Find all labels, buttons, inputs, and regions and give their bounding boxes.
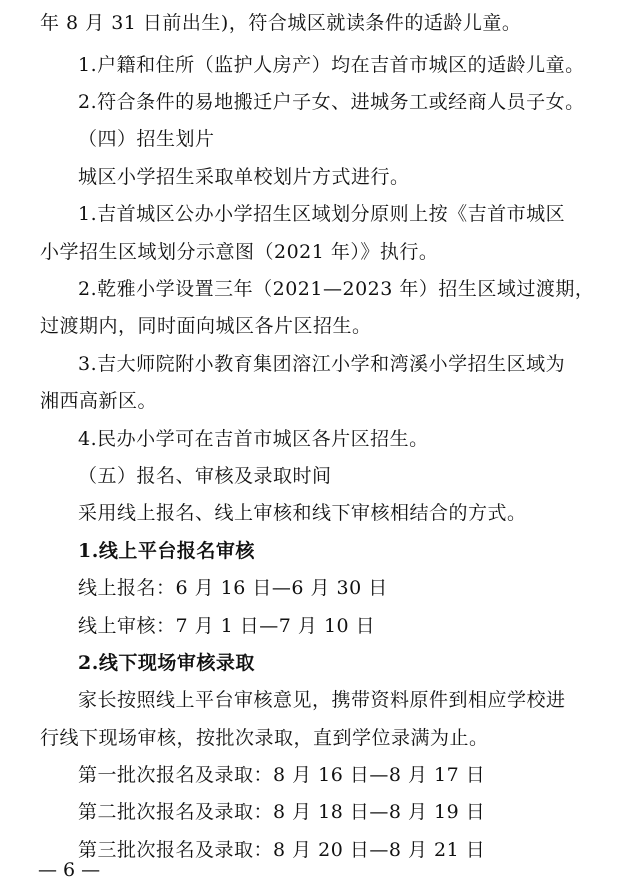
text-line: 线上报名：6 月 16 日—6 月 30 日 bbox=[78, 577, 388, 599]
text-line: 3.吉大师院附小教育集团溶江小学和湾溪小学招生区域为 bbox=[78, 353, 566, 375]
page-number: — 6 — bbox=[38, 859, 101, 881]
text-line: 行线下现场审核，按批次录取，直到学位录满为止。 bbox=[40, 727, 489, 749]
text-line: 1.吉首城区公办小学招生区域划分原则上按《吉首市城区 bbox=[78, 203, 566, 225]
text-line: 2.符合条件的易地搬迁户子女、进城务工或经商人员子女。 bbox=[78, 91, 585, 113]
text-line: 小学招生区域划分示意图（2021 年）》执行。 bbox=[40, 241, 439, 263]
section-heading: （五）报名、审核及录取时间 bbox=[78, 465, 332, 487]
text-line: 家长按照线上平台审核意见，携带资料原件到相应学校进 bbox=[78, 689, 566, 711]
subsection-heading: 1.线上平台报名审核 bbox=[78, 540, 255, 562]
subsection-heading: 2.线下现场审核录取 bbox=[78, 652, 255, 674]
text-line: 湘西高新区。 bbox=[40, 390, 158, 412]
text-line: 过渡期内，同时面向城区各片区招生。 bbox=[40, 315, 372, 337]
text-line: 年 8 月 31 日前出生)，符合城区就读条件的适龄儿童。 bbox=[40, 12, 522, 34]
text-line: 第一批次报名及录取：8 月 16 日—8 月 17 日 bbox=[78, 764, 486, 786]
text-line: 4.民办小学可在吉首市城区各片区招生。 bbox=[78, 428, 429, 450]
text-line: 城区小学招生采取单校划片方式进行。 bbox=[78, 166, 410, 188]
text-line: 线上审核：7 月 1 日—7 月 10 日 bbox=[78, 615, 376, 637]
section-heading: （四）招生划片 bbox=[78, 128, 215, 150]
text-line: 采用线上报名、线上审核和线下审核相结合的方式。 bbox=[78, 502, 527, 524]
text-line: 第二批次报名及录取：8 月 18 日—8 月 19 日 bbox=[78, 801, 486, 823]
text-line: 2.乾雅小学设置三年（2021—2023 年）招生区域过渡期， bbox=[78, 278, 595, 300]
text-line: 1.户籍和住所（监护人房产）均在吉首市城区的适龄儿童。 bbox=[78, 54, 585, 76]
text-line: 第三批次报名及录取：8 月 20 日—8 月 21 日 bbox=[78, 839, 486, 861]
